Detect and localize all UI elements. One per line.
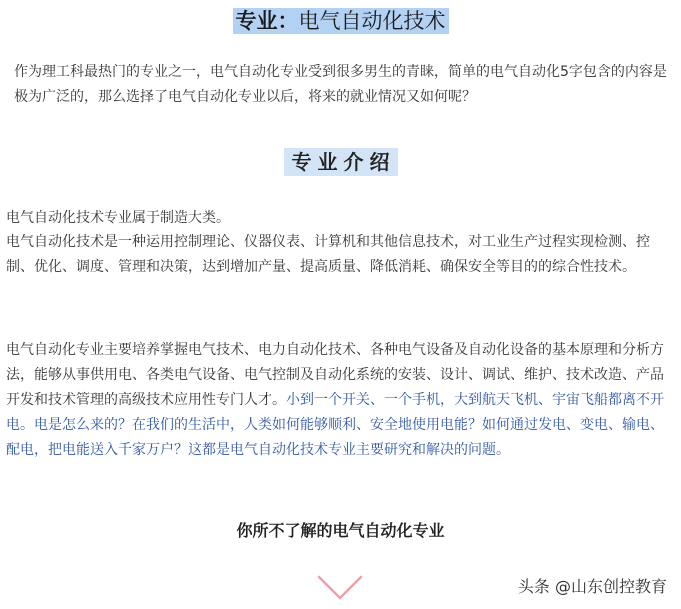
- title-text: 电气自动化技术: [298, 9, 446, 33]
- article-title-wrap: [0, 8, 681, 34]
- paragraph-definition: 电气自动化技术是一种运用控制理论、仪器仪表、计算机和其他信息技术，对工业生产过程实现检测、控制、优化、调度、管理和决策，达到增加产量、提高质量、降低消耗、确保安全等目的的综合性技术。: [6, 234, 650, 275]
- paragraph-training: [6, 338, 674, 463]
- article-title: [233, 8, 449, 34]
- paragraph-category: 电气自动化技术专业属于制造大类。: [6, 210, 230, 226]
- section-heading-wrap: [0, 148, 681, 176]
- paragraph-training-text: 电气自动化专业主要培养掌握电气技术、电力自动化技术、各种电气设备及自动化设备的基本原理和分析方法，能够从事供用电、各类电气设备、电气控制及自动化系统的安装、设计、调试、维护、技术改造、产品开发和技术管理的高级技术应用性专门人才。: [6, 342, 664, 408]
- title-prefix: 专业：: [235, 9, 299, 33]
- watermark: 头条 @山东创控教育: [517, 577, 667, 596]
- chevron-down-icon: [316, 574, 364, 602]
- intro-paragraph: 作为理工科最热门的专业之一，电气自动化专业受到很多男生的青睐，简单的电气自动化5字包含的内容是极为广泛的，那么选择了电气自动化专业以后，将来的就业情况又如何呢？: [14, 64, 667, 105]
- paragraph-highlight-text: 小到一个开关、一个手机，大到航天飞机、宇宙飞船都离不开电。电是怎么来的？在我们的生活中，人类如何能够顺利、安全地使用电能？如何通过发电、变电、输电、配电，把电能送入千家万户？这都是电气自动化技术专业主要研究和解决的问题。: [6, 392, 664, 458]
- subheading: 你所不了解的电气自动化专业: [236, 521, 445, 540]
- section-heading: 专业介绍: [284, 148, 398, 176]
